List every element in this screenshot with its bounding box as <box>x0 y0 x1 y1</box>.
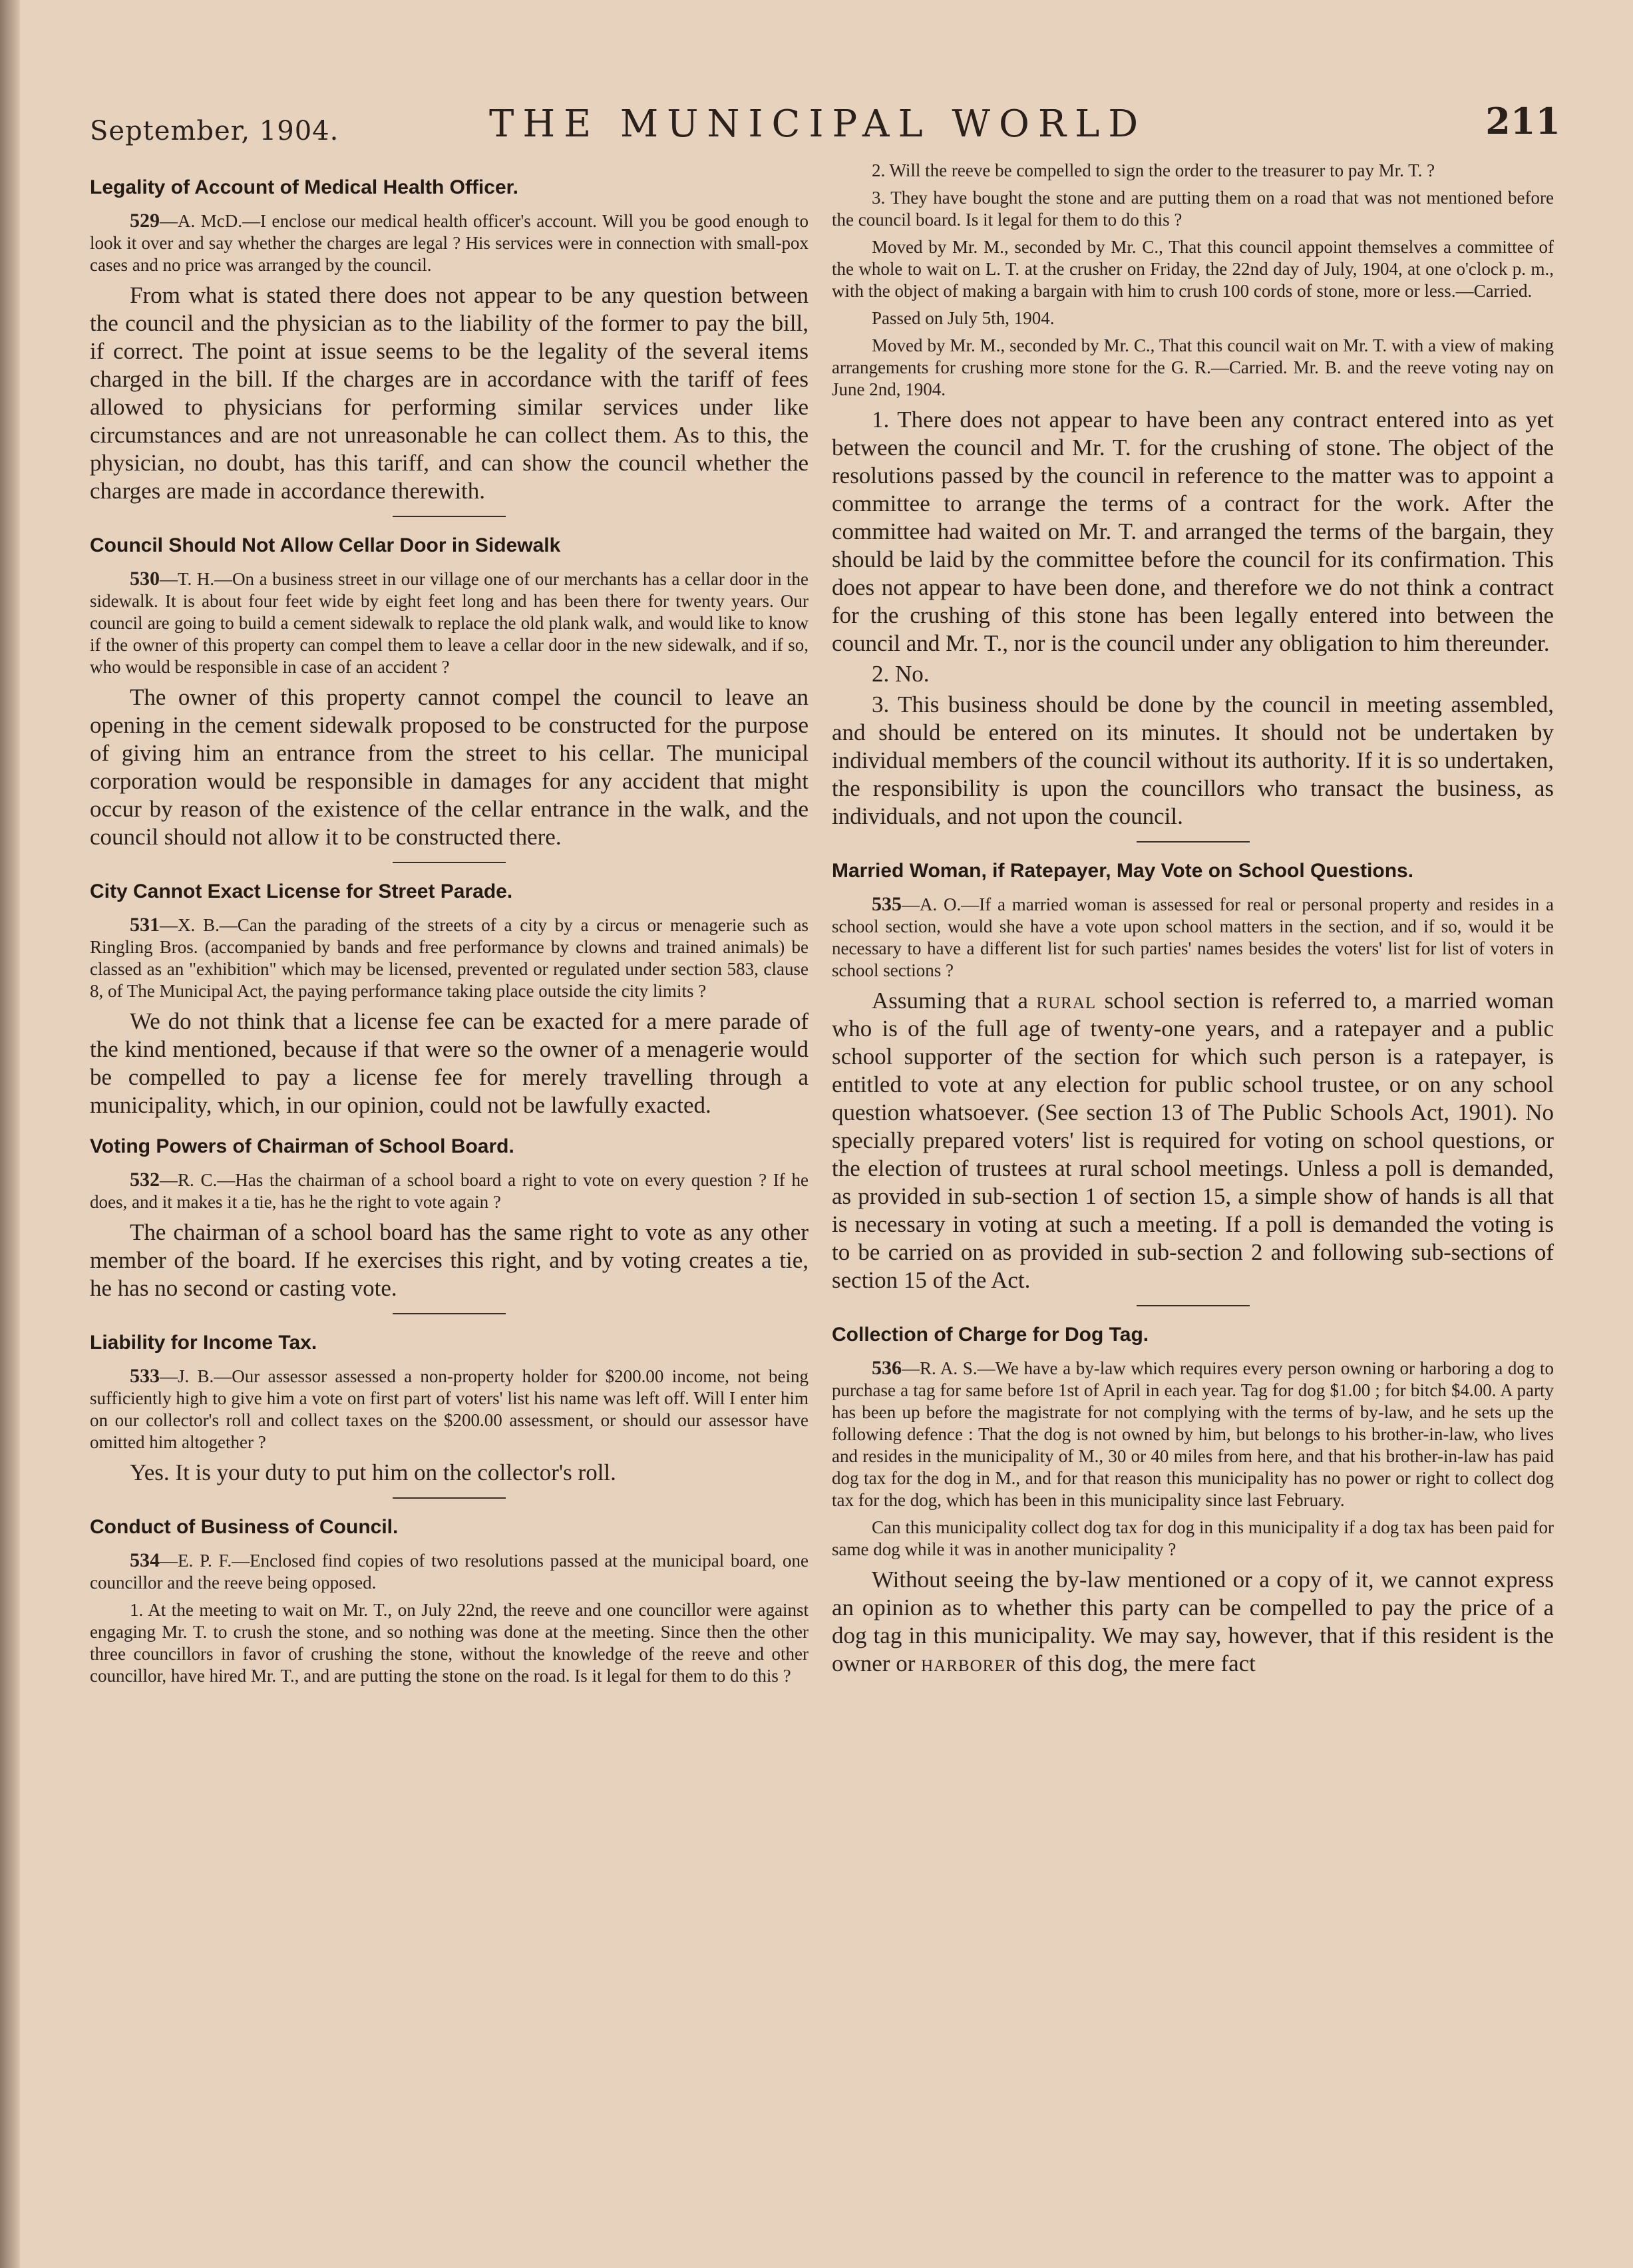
article-heading: Council Should Not Allow Cellar Door in Sidewalk <box>90 534 561 556</box>
page-number: 211 <box>1485 100 1560 142</box>
resolution-date: Passed on July 5th, 1904. <box>872 308 1055 328</box>
article-heading: City Cannot Exact License for Street Parade. <box>90 880 513 902</box>
section-divider <box>1137 1305 1250 1306</box>
question-number: 530 <box>130 568 160 590</box>
section-divider <box>393 516 506 517</box>
answer-text: Assuming that a rural school section is referred to, a married woman who is of the full age of twenty-one years, and a ratepayer and a public school supporter of the section for which such person is a ratepayer, is entitled to vote at any election for public school trustee, or on any school question whatsoever. (See section 13 of The Public Schools Act, 1901). No specially prepared voters' list is required for voting on school questions, or the election of trustees at rural school meetings. Unless a poll is demanded, as provided in sub-section 1 of section 15, a simple show of hands is all that is necessary in voting at such a meeting. If a poll is demanded the voting is to be carried on as provided in sub-section 2 and following sub-sections of section 15 of the Act. <box>832 988 1554 1293</box>
section-divider <box>393 1497 506 1499</box>
left-column <box>90 170 809 1692</box>
answer-text: 2. No. <box>872 661 930 687</box>
article-534 <box>90 1516 809 1687</box>
article-heading: Married Woman, if Ratepayer, May Vote on School Questions. <box>832 860 1414 882</box>
resolution-text: Moved by Mr. M., seconded by Mr. C., That this council wait on Mr. T. with a view of making arrangements for crushing more stone for the G. R.—Carried. Mr. B. and the reeve voting nay on June 2nd, 1904. <box>832 335 1554 399</box>
article-535 <box>832 860 1554 1294</box>
right-column <box>832 160 1554 1680</box>
question-text: 536—R. A. S.—We have a by-law which requires every person owning or harboring a dog to purchase a tag for same before 1st of April in each year. Tag for dog $1.00 ; for bitch $4.00. A party has been up before the magistrate for not complying with the terms of by-law, and he sets up the following defence : That the dog is not owned by him, but belongs to his brother-in-law, who lives and resides in the municipality of M., 30 or 40 miles from here, and that his brother-in-law has paid dog tax for the dog in M., and for that reason this municipality has no power or right to collect dog tax for the dog, which has been in this municipality since last February. <box>832 1357 1554 1510</box>
answer-text: Without seeing the by-law mentioned or a copy of it, we cannot express an opinion as to whether this party can be compelled to pay the price of a dog tag in this municipality. We may say, however, that if this resident is the owner or harborer of this dog, the mere fact <box>832 1567 1554 1676</box>
publication-title: THE MUNICIPAL WORLD <box>489 102 1147 146</box>
question-number: 529 <box>130 210 160 232</box>
page-binding-edge <box>0 0 20 2268</box>
question-text: 530—T. H.—On a business street in our village one of our merchants has a cellar door in the sidewalk. It is about four feet wide by eight feet long and has been there for twenty years. Our council are going to build a cement sidewalk to replace the old plank walk, and would like to know if the owner of this property can compel them to leave a cellar door in the new sidewalk, and if so, who would be responsible in case of an accident ? <box>90 568 809 677</box>
section-divider <box>1137 841 1250 843</box>
article-heading: Liability for Income Tax. <box>90 1332 317 1354</box>
question-text: 532—R. C.—Has the chairman of a school board a right to vote on every question ? If he does, and it makes it a tie, has he the right to vote again ? <box>90 1169 809 1212</box>
article-heading: Legality of Account of Medical Health Officer. <box>90 176 518 198</box>
article-heading: Collection of Charge for Dog Tag. <box>832 1324 1149 1346</box>
question-number: 536 <box>872 1357 902 1379</box>
article-531 <box>90 880 809 1119</box>
issue-date: September, 1904. <box>90 116 339 146</box>
question-number: 532 <box>130 1169 160 1191</box>
article-532 <box>90 1135 809 1302</box>
answer-text: The chairman of a school board has the same right to vote as any other member of the board. If he exercises this right, and by voting creates a tie, he has no second or casting vote. <box>90 1219 809 1301</box>
question-text: 531—X. B.—Can the parading of the streets of a city by a circus or menagerie such as Ringling Bros. (accompanied by bands and free performance by clowns and trained animals) be classed as an "exhibition" which may be licensed, prevented or regulated under section 583, clause 8, of The Municipal Act, the paying performance taking place outside the city limits ? <box>90 914 809 1001</box>
question-number: 533 <box>130 1365 160 1387</box>
article-heading: Conduct of Business of Council. <box>90 1516 399 1538</box>
answer-text: The owner of this property cannot compel the council to leave an opening in the cement sidewalk proposed to be constructed for the purpose of giving him an entrance from the street to his cellar. The municipal corporation would be responsible in damages for any accident that might occur by reason of the existence of the cellar entrance in the walk, and the council should not allow it to be constructed there. <box>90 684 809 850</box>
continued-question-2: 2. Will the reeve be compelled to sign the order to the treasurer to pay Mr. T. ? <box>872 160 1435 180</box>
question-number: 534 <box>130 1549 160 1571</box>
question-number: 535 <box>872 893 902 915</box>
article-536 <box>832 1324 1554 1678</box>
article-heading: Voting Powers of Chairman of School Board. <box>90 1135 514 1157</box>
article-530 <box>90 534 809 851</box>
answer-text: From what is stated there does not appear to be any question between the council and the physician as to the liability of the former to pay the bill, if correct. The point at issue seems to be the legality of the several items charged in the bill. If the charges are in accordance with the tariff of fees allowed to physicians for performing similar services under like circumstances and are not unreasonable he can collect them. As to this, the physician, no doubt, has this tariff, and can show the council whether the charges are made in accordance therewith. <box>90 282 809 504</box>
sub-question-text: 1. At the meeting to wait on Mr. T., on July 22nd, the reeve and one councillor were against engaging Mr. T. to crush the stone, and so nothing was done at the meeting. Since then the other three councillors in favor of crushing the stone, without the knowledge of the reeve and other councillor, have hired Mr. T., and are putting the stone on the road. Is it legal for them to do this ? <box>90 1600 809 1686</box>
question-number: 531 <box>130 914 160 936</box>
section-divider <box>393 1313 506 1314</box>
question-text: 535—A. O.—If a married woman is assessed for real or personal property and resides in a school section, would she have a vote upon school matters in the section, and if so, would it be necessary to have a different list for such parties' names besides the voters' list for list of voters in school sections ? <box>832 893 1554 980</box>
answer-text: Yes. It is your duty to put him on the collector's roll. <box>130 1459 616 1485</box>
resolution-text: Moved by Mr. M., seconded by Mr. C., That this council appoint themselves a committee of the whole to wait on L. T. at the crusher on Friday, the 22nd day of July, 1904, at one o'clock p. m., with the object of making a bargain with him to crush 100 cords of stone, more or less.—Carried. <box>832 237 1554 301</box>
question-text: Can this municipality collect dog tax for dog in this municipality if a dog tax has been paid for same dog while it was in another municipality ? <box>832 1517 1554 1559</box>
question-text: 529—A. McD.—I enclose our medical health officer's account. Will you be good enough to look it over and say whether the charges are legal ? His services were in connection with small-pox cases and no price was arranged by the council. <box>90 210 809 275</box>
section-divider <box>393 862 506 863</box>
article-533 <box>90 1332 809 1487</box>
answer-text: 1. There does not appear to have been any contract entered into as yet between the council and Mr. T. for the crushing of stone. The object of the resolutions passed by the council in reference to the matter was to appoint a committee to arrange the terms of a contract for the work. After the committee had waited on Mr. T. and arranged the terms of the bargain, they should be laid by the committee before the council for its confirmation. This does not appear to have been done, and therefore we do not think a contract for the crushing of this stone has been legally entered into between the council and Mr. T., nor is the council under any obligation to him thereunder. <box>832 407 1554 656</box>
question-text: 534—E. P. F.—Enclosed find copies of two resolutions passed at the municipal board, one councillor and the reeve being opposed. <box>90 1549 809 1593</box>
page-header <box>90 100 1560 153</box>
answer-text: 3. This business should be done by the council in meeting assembled, and should be entered on its minutes. It should not be undertaken by individual members of the council without its authority. If it is so undertaken, the responsibility is upon the councillors who transact the business, as individuals, and not upon the council. <box>832 691 1554 829</box>
answer-text: We do not think that a license fee can be exacted for a mere parade of the kind mentioned, because if that were so the owner of a menagerie would be compelled to pay a license fee for merely travelling through a municipality, which, in our opinion, could not be lawfully exacted. <box>90 1008 809 1118</box>
article-529 <box>90 176 809 505</box>
question-text: 533—J. B.—Our assessor assessed a non-property holder for $200.00 income, not being sufficiently high to give him a vote on first part of voters' list his name was left off. Will I enter him on our collector's roll and collect taxes on the $200.00 assessment, or should our assessor have omitted him altogether ? <box>90 1365 809 1452</box>
continued-question-3: 3. They have bought the stone and are putting them on a road that was not mentioned before the council board. Is it legal for them to do this ? <box>832 188 1554 230</box>
